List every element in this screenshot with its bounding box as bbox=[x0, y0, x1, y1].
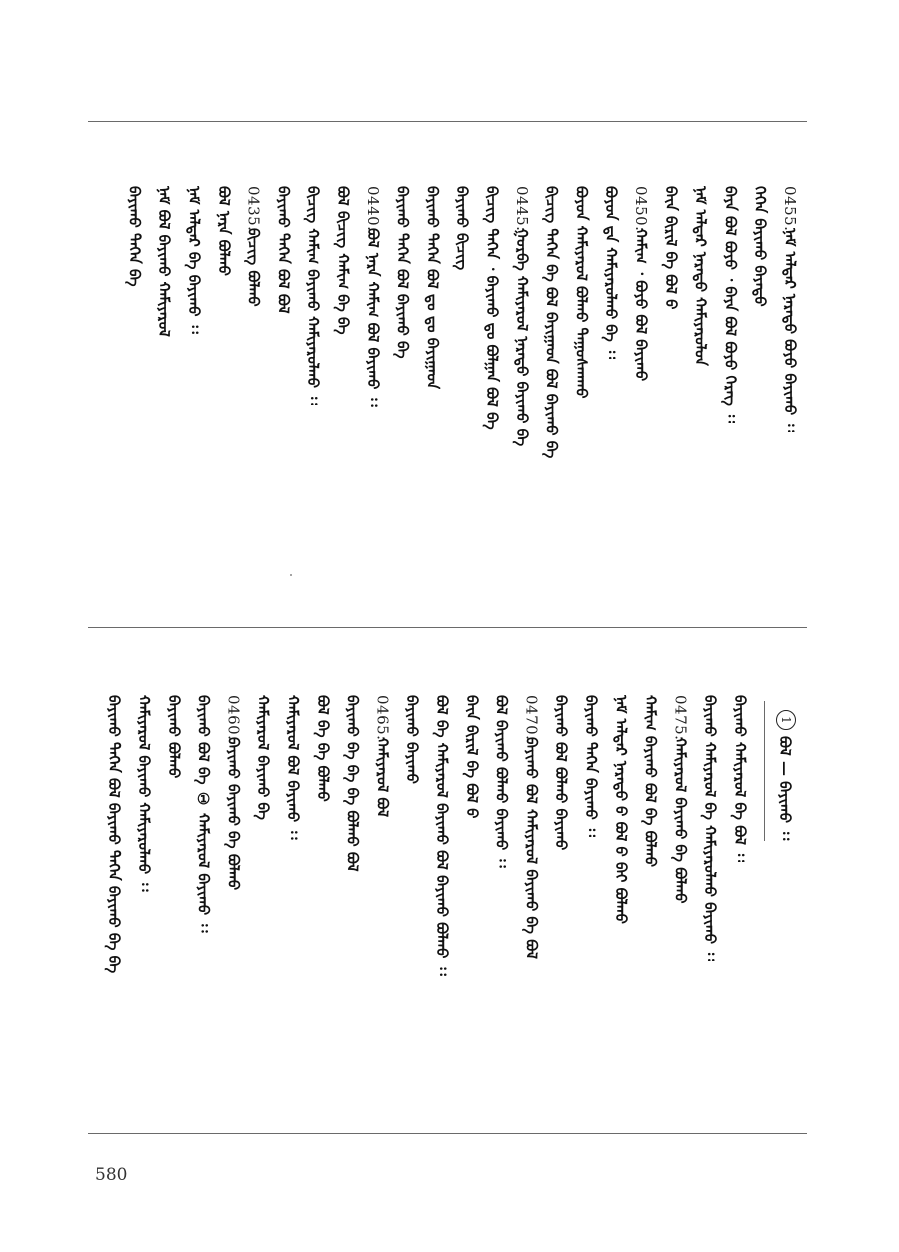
entry-number: 0440. bbox=[363, 186, 382, 232]
entry-number: 0460. bbox=[224, 695, 243, 741]
entry-number: 0455. bbox=[781, 186, 799, 232]
column-text: ᠪᠠᠶᠢᠬᠤ ᠲᠡᠭᠡᠨ ᠪᠣᠯ ᠪᠠᠶᠢᠬᠤ ᠪᠠ bbox=[393, 186, 412, 359]
middle-rule bbox=[88, 627, 807, 628]
column-text: ᠪᠣᠯ ᠪᠢᠴᠢᠭ ᠬᠠᠮᠢᠭ ᠪᠠ ᠪᠠ bbox=[334, 186, 352, 335]
column-text: ᠪᠠᠶᠢᠬᠤ ᠪᠣᠯ ᠪᠠ ① ᠬᠠᠮᠢᠶᠠᠷᠤᠯ ᠪᠠᠶᠢᠬᠤ ᠄᠄ bbox=[194, 695, 213, 933]
entry-number: 0475. bbox=[671, 695, 690, 741]
entry-number: 0465. bbox=[373, 695, 392, 741]
column-text: ᠪᠣᠯ ᠪᠠ ᠬᠠᠮᠢᠶᠠᠷᠤᠯ ᠪᠠᠶᠢᠬᠤ ᠪᠣᠯ ᠪᠠᠶᠢᠬᠤ ᠪᠣᠯᠬᠤ ᠄᠄ bbox=[433, 695, 451, 976]
column-text: ᠪᠢᠴᠢᠭ ᠬᠠᠮᠢᠭ ᠪᠠᠶᠢᠬᠤ ᠬᠠᠮᠢᠶᠠᠷᠤᠯᠬᠤ ᠄᠄ bbox=[304, 186, 323, 406]
column-text: ᠪᠠᠶᠢᠬᠤ ᠪᠢᠴᠢᠭ bbox=[453, 186, 472, 271]
column-text: ᠨᠠᠮ ᠠᠯᠳᠠᠷ ᠨᠡᠷᠡᠲᠦ ᠬᠠᠮᠢᠶᠠᠷᠤᠯᠤᠨ bbox=[691, 186, 710, 366]
column-text: ᠪᠣᠯ ᠨᠡᠷᠡ ᠪᠣᠯᠬᠤ bbox=[214, 186, 233, 276]
entry-number: 0445. bbox=[512, 186, 531, 232]
column-text: ᠬᠠᠮᠢᠶᠠᠷᠤᠯ ᠪᠠᠶᠢᠬᠤ ᠪᠠ bbox=[254, 695, 273, 820]
bottom-rule bbox=[88, 1133, 807, 1134]
top-rule bbox=[88, 121, 807, 122]
column-text: ᠪᠠᠶᠢᠬᠤ ᠬᠠᠮᠢᠶᠠᠷᠤᠯ ᠪᠠ ᠬᠠᠮᠢᠶᠠᠷᠤᠯᠬᠤ ᠪᠠᠶᠢᠬᠤ ᠄᠄ bbox=[701, 695, 720, 962]
column-text: ᠬᠠᠮᠢᠭ ᠂ ᠪᠤᠶᠤ ᠪᠣᠯ ᠪᠠᠶᠢᠬᠤ bbox=[632, 228, 650, 382]
column-text: ᠬᠠᠮᠢᠶᠠᠷᠤᠯ ᠪᠣᠯ ᠪᠠᠶᠢᠬᠤ ᠄᠄ bbox=[284, 695, 302, 840]
entry-number: 0470. bbox=[522, 695, 541, 741]
column-text: ᠭᠤᠷᠪᠠ ᠬᠠᠮᠢᠶᠠᠷᠤᠯ ᠨᠡᠷᠡᠲᠦ ᠪᠠᠶᠢᠬᠤ ᠪᠠ bbox=[512, 228, 531, 447]
column-text: ᠪᠠᠶ᠋ᠠ ᠪᠢᠷᠢᠯ ᠪᠠ ᠪᠣᠯ ᠪ bbox=[661, 186, 680, 310]
footnote-text: ᠪᠣᠯ — ᠪᠠᠶᠢᠬᠤ ᠄᠄ bbox=[776, 736, 794, 841]
column-text: ᠨᠠᠮ ᠠᠯᠳᠠᠷ ᠪᠠ ᠪᠠᠶᠢᠬᠤ ᠄᠄ bbox=[185, 186, 203, 334]
column-text: ᠪᠠᠶᠢᠬᠤ ᠲᠡᠭᠡᠨ ᠪᠠ bbox=[125, 186, 144, 287]
entry-number: 0450. bbox=[632, 186, 650, 232]
column-text: ᠪᠠᠶᠢᠬᠤ ᠬᠠᠮᠢᠶᠠᠷᠤᠯ ᠪᠠ ᠪᠣᠯ ᠄᠄ bbox=[731, 695, 749, 863]
column-text: ᠪᠢᠴᠢᠭ ᠪᠣᠯᠬᠤ bbox=[244, 228, 263, 307]
column-text: ᠪᠣᠯ ᠪᠠᠶᠢᠬᠤ ᠪᠣᠯᠬᠤ ᠪᠠᠶᠢᠬᠤ ᠄᠄ bbox=[492, 695, 511, 868]
column-text: ᠪᠠᠶᠢᠬᠤ ᠲᠡᠭᠡᠨ ᠪᠠᠶᠢᠬᠤ ᠄᠄ bbox=[582, 695, 600, 838]
page-number: 580 bbox=[95, 1165, 128, 1185]
column-text: ᠪᠠᠶᠢᠬᠤ ᠪᠠᠶᠢᠬᠤ bbox=[403, 695, 422, 784]
column-text: ᠪᠠᠶᠢᠬᠤ ᠪᠠᠶᠢᠬᠤ ᠪᠠ ᠪᠣᠯᠬᠤ bbox=[224, 737, 243, 891]
column-text: ᠪᠣᠯ ᠪᠠ ᠪᠠ ᠪᠣᠯᠬᠤ bbox=[313, 695, 332, 802]
column-text: ᠪᠠᠶ᠋ᠠ ᠪᠢᠷᠢᠯ ᠪᠠ ᠪᠣᠯ ᠪ bbox=[462, 695, 481, 819]
entry-number: 0435. bbox=[244, 186, 263, 232]
column-text: ᠪᠠᠶᠢᠬᠤ ᠪᠣᠯᠬᠤ bbox=[164, 695, 183, 779]
column-text: ᠬᠠᠮᠢᠶᠠᠷᠤᠯ ᠪᠠᠶᠢᠬᠤ ᠪᠠ ᠪᠣᠯᠬᠤ bbox=[671, 737, 690, 904]
footnote-rule bbox=[764, 701, 765, 841]
column-text: ᠪᠠᠶᠢᠬᠤ ᠪᠣᠯ ᠪᠣᠯᠬᠤ ᠪᠠᠶᠢᠬᠤ bbox=[552, 695, 571, 851]
column-text: ᠪᠣᠶᠤᠨ ᠳᠠ ᠬᠠᠮᠢᠶᠠᠷᠤᠯᠬᠤ ᠪᠠ ᠄᠄ bbox=[602, 186, 621, 360]
column-text: ᠪᠣᠶᠤᠨ ᠬᠠᠮᠢᠶᠠᠷᠤᠯ ᠪᠣᠯᠬᠤ ᠳᠠᠭᠤᠰᠬᠠᠬᠤ bbox=[572, 186, 591, 399]
column-text: ᠪᠠᠶᠢᠬᠤ ᠪᠠ ᠪᠠ ᠪᠠ ᠪᠣᠯᠬᠤ ᠪᠣᠯ bbox=[343, 695, 362, 872]
column-text: ᠬᠠᠮᠢᠭ ᠪᠠᠶᠢᠬᠤ ᠪᠣᠯ ᠪᠠ ᠪᠣᠯᠬᠤ bbox=[641, 695, 660, 867]
column-text: ᠪᠠᠶᠢᠬᠤ ᠲᠡᠭᠡᠨ ᠪᠣᠯ ᠪᠠᠶᠢᠬᠤ ᠲᠡᠭᠡᠨ ᠪᠠᠶᠢᠬᠤ ᠪᠠ ᠪᠠ bbox=[105, 695, 124, 974]
column-text: ᠪᠠᠶᠢᠬᠤ ᠲᠡᠭᠡᠨ ᠪᠣᠯ ᠳᠤ ᠳᠤ ᠪᠠᠶᠢᠭᠠᠳ bbox=[423, 186, 442, 390]
footnote-marker: 1 bbox=[776, 710, 796, 730]
column-text: ᠨᠠᠮ ᠠᠯᠳᠠᠷ ᠨᠡᠷᠡᠲᠦ ᠪᠤᠶᠤ ᠪᠠᠶᠢᠬᠤ ᠄᠄ bbox=[781, 228, 799, 433]
column-text: ᠪᠣᠯ ᠨᠡᠷᠡ ᠬᠠᠮᠢᠭ ᠪᠣᠯ ᠪᠠᠶᠢᠬᠤ ᠄᠄ bbox=[363, 228, 382, 407]
column-text: ᠨᠠᠮ ᠠᠯᠳᠠᠷ ᠨᠡᠷᠡᠲᠦ ᠪ ᠪᠣᠯ ᠪ ᠪᠠᠶ ᠪᠣᠯᠬᠤ bbox=[611, 695, 630, 924]
speck bbox=[290, 574, 292, 576]
column-text: ᠪᠡᠶᠡ ᠪᠣᠯ ᠪᠤᠶᠤ ᠂ ᠪᠡᠶᠡ ᠪᠣᠯ ᠪᠤᠶᠤ ᠬᠡᠷᠡᠭ ᠄᠄ bbox=[721, 186, 740, 424]
column-text: ᠪᠠᠶᠢᠬᠤ ᠲᠡᠭᠡᠨ ᠪᠣᠯ ᠪᠣᠯ bbox=[274, 186, 293, 314]
column-text: ᠨᠠᠮ ᠪᠣᠯ ᠪᠠᠶᠢᠬᠤ ᠬᠠᠮᠢᠶᠠᠷᠤᠯ bbox=[155, 186, 174, 337]
column-text: ᠬᠠᠮᠢᠶᠠᠷᠤᠯ ᠪᠣᠯ bbox=[373, 737, 392, 818]
column-text: ᠭᠡᠭᠡᠨ ᠪᠠᠶᠢᠬᠤ ᠪᠡᠶᠡᠲᠦ bbox=[751, 186, 770, 307]
column-text: ᠪᠢᠴᠢᠭ ᠲᠡᠭᠡᠨ ᠪᠠ ᠪᠣᠯ ᠪᠠᠶᠢᠭᠠᠳ ᠪᠣᠯ ᠪᠠᠶᠢᠬᠤ ᠪᠠ bbox=[542, 186, 561, 459]
column-text: ᠪᠢᠴᠢᠭ ᠲᠡᠭᠡᠨ ᠂ ᠪᠠᠶᠢᠬᠤ ᠳᠤ ᠪᠣᠯᠭᠠᠨ ᠪᠣᠯ ᠪᠠ bbox=[483, 186, 501, 430]
column-text: ᠬᠠᠮᠢᠶᠠᠷᠤᠯ ᠪᠠᠶᠢᠬᠤ ᠬᠠᠮᠢᠶᠠᠷᠤᠯᠬᠤ ᠄᠄ bbox=[135, 695, 153, 892]
column-text: ᠪᠠᠶᠢᠬᠤ ᠪᠣᠯ ᠬᠠᠮᠢᠶᠠᠷᠤᠯ ᠪᠠᠶᠢᠬᠤ ᠪᠠ ᠪᠣᠯ bbox=[522, 737, 541, 959]
